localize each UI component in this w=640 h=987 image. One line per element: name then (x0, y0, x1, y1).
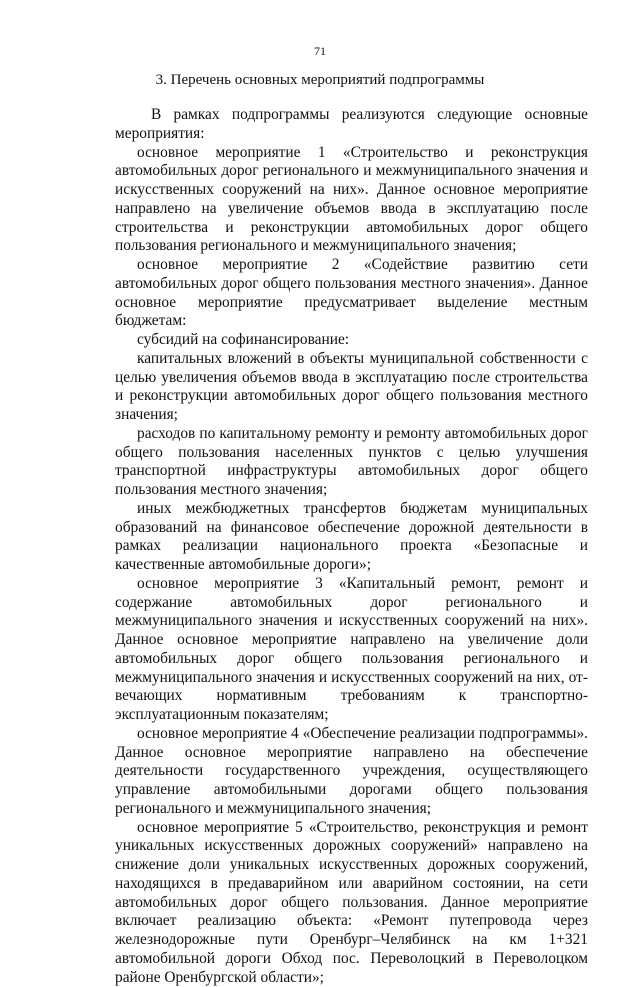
paragraph-activity-3: основное мероприятие 3 «Капитальный ремонт, ремонт и содержание автомобильных дорог регионального и межмуниципального значения и искусственных сооружений на них». Данное основное мероприятие направлено на увеличение доли автомобильных дорог общего пользования регионального и межмуниципального значения и искусственных сооружений на них, отвечающих нормативным требованиям к транспортно-эксплуатационным показателям; (115, 575, 588, 725)
page-number: 71 (0, 44, 640, 59)
section-heading: 3. Перечень основных мероприятий подпрограммы (0, 72, 640, 89)
paragraph-intro: В рамках подпрограммы реализуются следующие основные мероприятия: (115, 106, 588, 144)
paragraph-activity-4: основное мероприятие 4 «Обеспечение реализации подпрограммы». Данное основное мероприятие направлено на обеспечение деятельности государственного учреждения, осуществляющего управление автомобильными дорогами общего пользования регионального и межмуниципального значения; (115, 725, 588, 819)
paragraph-activity-1: основное мероприятие 1 «Строительство и реконструкция автомобильных дорог регионального и межмуниципального значения и искусственных сооружений на них». Данное основное мероприятие направлено на увеличение объемов ввода в эксплуатацию после строительства и реконструкции автомобильных дорог общего пользования регионального и межмуниципального значения; (115, 144, 588, 257)
paragraph-interbudget-transfers: иных межбюджетных трансфертов бюджетам муниципальных образований на финансовое обеспечение дорожной деятельности в рамках реализации национального проекта «Безопасные и качественные автомобильные дороги»; (115, 500, 588, 575)
paragraph-subsidies: субсидий на софинансирование: (115, 331, 588, 350)
paragraph-capital-investments: капитальных вложений в объекты муниципальной собственности с целью увеличения объемов ввода в эксплуатацию после строительства и реконструкции автомобильных дорог общего пользования местного значения; (115, 350, 588, 425)
paragraph-activity-5: основное мероприятие 5 «Строительство, реконструкция и ремонт уникальных искусственных дорожных сооружений» направлено на снижение доли уникальных искусственных дорожных сооружений, находящихся в предаварийном или аварийном состоянии, на сети автомобильных дорог общего пользования. Данное мероприятие включает реализацию объекта: «Ремонт путепровода через железнодорожные пути Оренбург–Челябинск на км 1+321 автомобильной дороги Обход пос. Переволоцкий в Переволоцком районе Оренбургской области»; (115, 819, 588, 987)
paragraph-repair-expenses: расходов по капитальному ремонту и ремонту автомобильных дорог общего пользования населенных пунктов с целью улучшения транспортной инфраструктуры автомобильных дорог общего пользования местного значения; (115, 425, 588, 500)
paragraph-activity-2: основное мероприятие 2 «Содействие развитию сети автомобильных дорог общего пользования местного значения». Данное основное мероприятие предусматривает выделение местным бюджетам: (115, 256, 588, 331)
document-body (115, 106, 588, 987)
